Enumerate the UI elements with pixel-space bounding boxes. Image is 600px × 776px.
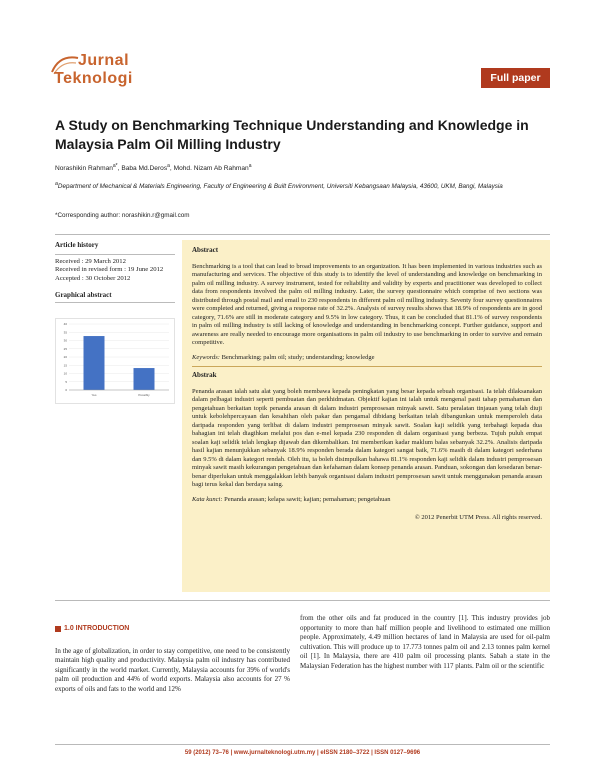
body-paragraph: from the other oils and fat produced in the country [1]. This industry provides job opportunity to more than half million people and livelihood to estimated one million people. Approximately, 4.49 million hectares of land in Malaysia are used for oil-palm cultivation. This will produce up to 17.773 tonnes palm oil and 2.13 tonnes palm kernel oil [1]. In Malaysia, there are 410 palm oil processing plants. Sabah a state in the Malaysian Federation has the highest number with 117 plants. Palm oil or the scientific [300,614,550,670]
abstrak-text: Penanda arasan ialah satu alat yang boleh membawa kepada peningkatan yang besar kepada sebuah organisasi. Ia telah dilaksanakan dalam pelbagai industri seperti pembuatan dan perkhidmatan. Objektif kajian ini ialah untuk mengenal pasti tahap pemahaman dan pengetahuan berkaitan topik penanda arasan di dalam industri pemprosesan minyak sawit. Satu peralatan tinjauan yang telah diuji untuk kebolehpercayaan dan kesahihan oleh pakar dan pengamal dibidang berkaitan telah dibangunkan untuk memperoleh data daripada responden yang terlibat di dalam industri pemprosesan minyak sawit. Soalan kaji selidik yang terbahagi kepada dua bahagian ini telah diagihkan melalui pos dan e-mel kepada 230 responden di dalam organisasi yang berbeza. Tujuh puluh empat soalan kaji selidik telah lengkap dijawab dan dikembalikan. Ini memberikan kadar maklum balas sebanyak 32.2%. Analisis daripada hasil kajian menunjukkan sebanyak 18.9% responden berada dalam kategori sangat baik, 71.6% masih di dalam kategori sederhana dan 9.5% di dalam kategori rendah. Oleh itu, ia boleh disimpulkan bahawa 81.1% responden kaji selidik dalam industri pemprosesan minyak sawit masih kekurangan pengetahuan dan kefahaman dalam konsep penanda arasan. Panduan, sokongan dan kesedaran benar-benar diperlukan untuk menggalakkan lebih banyak organisasi dalam industri pemprosesan sawit untuk menggunakan penanda arasan bagi terus kekal dan berdaya saing. [192,387,542,488]
chart-bar [84,336,105,390]
page-footer: 59 (2012) 73–76 | www.jurnalteknologi.utm.my | eISSN 2180–3722 | ISSN 0127–9696 [184,750,421,756]
graphical-abstract-chart [55,318,175,404]
chart-y-tick-label: 30 [63,338,67,343]
abstrak-heading: Abstrak [192,371,217,379]
chart-x-tick-label: Possibly [138,393,150,397]
keywords-text: Benchmarking; palm oil; study; understanding; knowledge [221,353,375,361]
revised-date: Received in revised form : 19 June 2012 [55,266,164,274]
author-sup: a [167,163,170,169]
kata-kunci-text: Penanda arasan; kelapa sawit; kajian; pemahaman; pengetahuan [224,495,391,503]
chart-y-tick-label: 10 [63,371,67,376]
section-heading-text: 1.0 INTRODUCTION [64,625,130,632]
chart-y-tick-label: 5 [65,379,67,384]
keywords [192,354,542,363]
logo-text-teknologi: Teknologi [54,70,133,87]
affiliation-text: Department of Mechanical & Materials Engineering, Faculty of Engineering & Built Environment, Universiti Kebangsaan Malaysia, 43600, UKM, Bangi, Malaysia [57,183,503,191]
chart-y-tick-label: 15 [63,363,67,368]
article-info-sidebar [55,241,175,306]
logo-text-jurnal: Jurnal [78,52,130,69]
chart-frame [56,319,175,404]
header-divider [55,234,550,235]
abstract-text: Benchmarking is a tool that can lead to broad improvements to an organization. It has been implemented in various industries such as manufacturing and services. The objective of this study is to identify the level of understanding and knowledge on benchmarking in palm oil milling industry. A survey instrument, tested for reliability and validity by experts and practitioner was developed to collect data from respondents involved the palm oil milling industry. Later, the survey questionnaire which comprise of two sections was distributed through postal mail and email to 230 respondents in different palm oil milling industry. Seventy four survey questionnaires were completed and returned, giving a response rate of 32.2%. Analysis of survey results shows that 18.9% of respondents are in good category, 71.6% are still in moderate category and 9.5% in low category. Thus, it can be concluded that 81.1% of survey respondents in palm oil milling industry is still lacking of knowledge and understanding in benchmarking concept. Further guidance, support and awareness are really needed to encourage more organisations in palm oil industry to use benchmarking in order to survive and remain competitive. [192,262,542,346]
chart-y-tick-label: 25 [63,346,67,351]
chart-y-tick-label: 35 [63,330,67,335]
chart-y-tick-label: 20 [63,355,67,360]
corresponding-author: *Corresponding author: norashikin.r@gmail.com [55,212,190,219]
chart-x-tick-label: Yes [91,393,97,397]
author-list: Norashikin Rahman$^{a*}$, Baba Md.Deros$^a$, Mohd. Nizam Ab Rahman$^a$ [55,163,252,173]
journal-logo [50,52,150,94]
kata-kunci [192,496,542,505]
author-sup: a* [112,163,118,169]
graphical-abstract-heading: Graphical abstract [55,291,112,300]
section-bullet-icon [55,626,61,632]
full-paper-badge: Full paper [481,68,550,88]
author-sup: a [248,163,252,169]
abstract-divider [192,366,542,367]
body-column-left [55,624,290,695]
author-name: Mohd. Nizam Ab Rahman [173,165,249,173]
received-date: Received : 29 March 2012 [55,257,126,265]
article-history-heading: Article history [55,241,99,249]
author-name: Baba Md.Deros [121,165,168,173]
body-column-right [300,614,550,672]
accepted-date: Accepted : 30 October 2012 [55,274,131,282]
section-heading [55,624,290,634]
chart-y-tick-label: 0 [65,388,67,393]
keywords-label: Keywords: [192,353,220,361]
affiliation-sup: a [55,181,58,187]
copyright: © 2012 Penerbit UTM Press. All rights reserved. [414,514,542,521]
abstract-heading: Abstract [192,246,219,254]
body-divider [55,600,550,601]
kata-kunci-label: Kata kunci: [192,495,223,503]
sidebar-divider [55,254,175,255]
author-name: Norashikin Rahman [55,165,113,173]
affiliation [55,180,550,192]
chart-bar [134,368,155,390]
paper-title: A Study on Benchmarking Technique Understanding and Knowledge in Malaysia Palm Oil Milling Industry [55,117,529,152]
footer-divider [55,744,550,745]
body-paragraph: In the age of globalization, in order to stay competitive, one need to be consistently maintain high quality and productivity. Malaysia palm oil industry has contributed significantly in the world market. Currently, Malaysia accounts for 39% of world's palm oil production and 44% of world exports. Malaysia also accounts for 27 % exports of oils and fats to the world and 12% [55,646,290,693]
chart-y-tick-label: 40 [63,322,67,327]
sidebar-divider [55,302,175,303]
abstract-panel [182,240,550,592]
